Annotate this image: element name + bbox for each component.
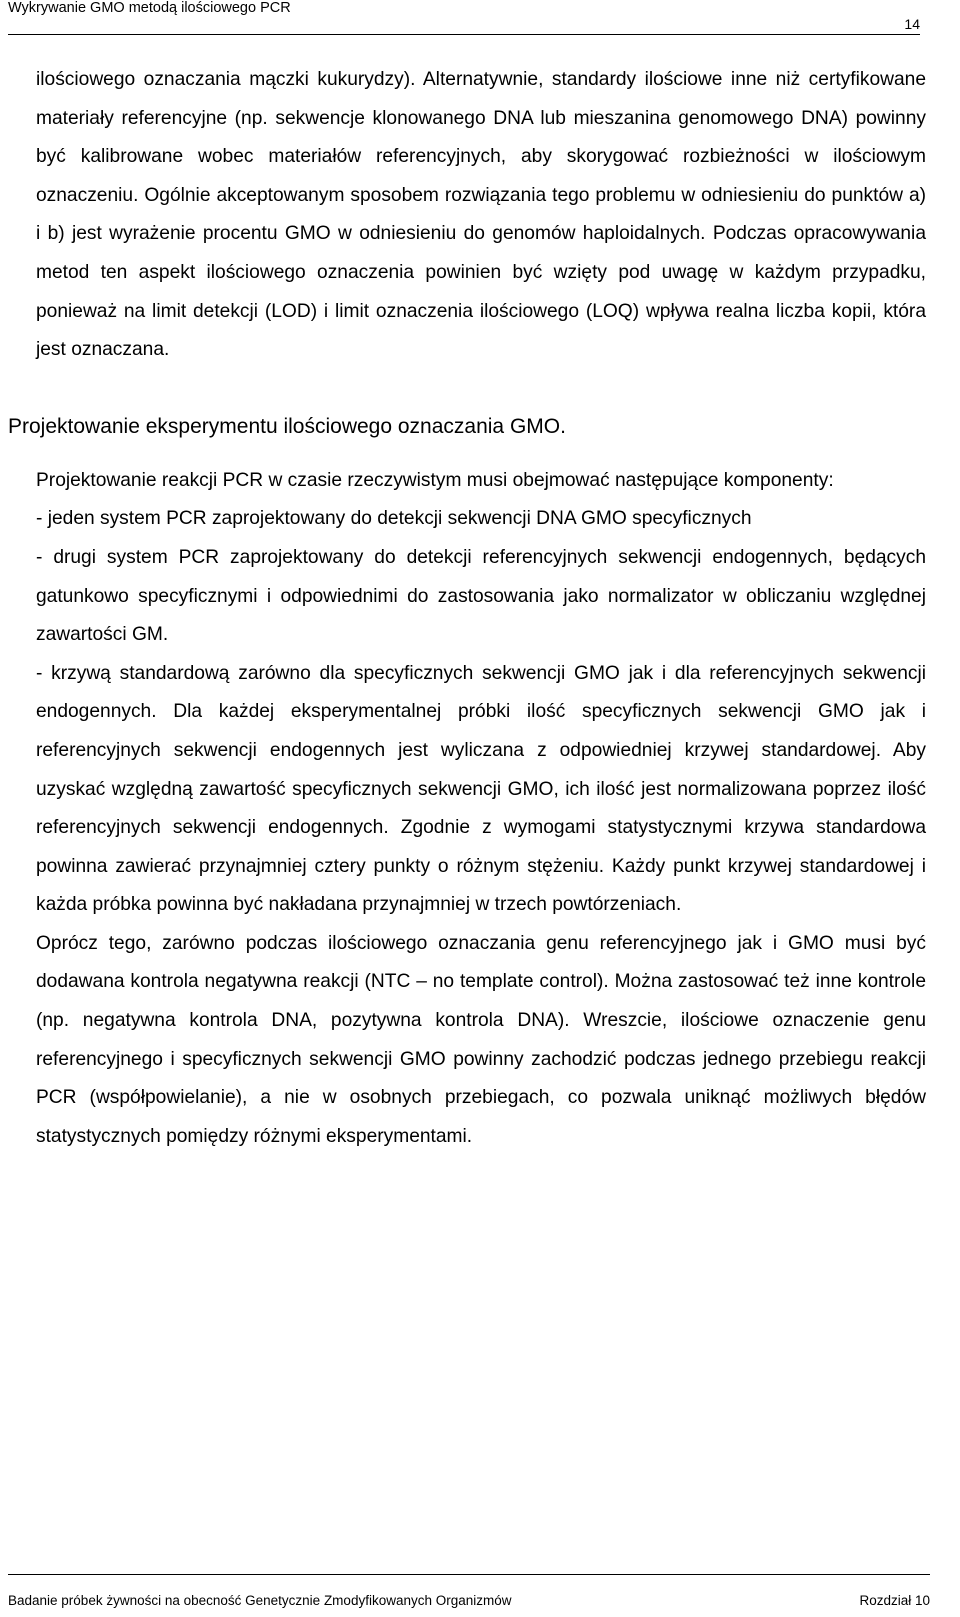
spacer: [36, 446, 926, 462]
footer-document-title: Badanie próbek żywności na obecność Genetycznie Zmodyfikowanych Organizmów: [8, 1593, 512, 1608]
spacer: [36, 370, 926, 408]
paragraph-components: Projektowanie reakcji PCR w czasie rzeczywistym musi obejmować następujące komponenty:: [36, 469, 834, 491]
section-heading: Projektowanie eksperymentu ilościowego oznaczania GMO.: [8, 414, 566, 438]
paragraph-controls: Oprócz tego, zarówno podczas ilościowego oznaczania genu referencyjnego jak i GMO musi być dodawana kontrola negatywna reakcji (NTC – no template control). Można zastosować też inne kontrole (np. negatywna kontrola DNA, pozytywna kontrola DNA). Wreszcie, ilościowe oznaczenie genu referencyjnego i specyficznych sekwencji GMO powinny zachodzić podczas jednego przebiegu reakcji PCR (współpowielanie), a nie w osobnych przebiegach, co pozwala uniknąć możliwych błędów statystycznych pomiędzy różnymi eksperymentami.: [36, 932, 926, 1147]
document-body: [8, 61, 926, 1156]
list-item-gmo-system: - jeden system PCR zaprojektowany do detekcji sekwencji DNA GMO specyficznych: [36, 508, 752, 530]
footer-chapter: Rozdział 10: [859, 1593, 930, 1608]
header-title: Wykrywanie GMO metodą ilościowego PCR: [8, 0, 291, 16]
page-number: 14: [904, 16, 920, 32]
page-header: [8, 0, 920, 35]
paragraph-intro: ilościowego oznaczania mączki kukurydzy). Alternatywnie, standardy ilościowe inne niż certyfikowane materiały referencyjne (np. sekwencje klonowanego DNA lub mieszanina genomowego DNA) powinny być kalibrowane wobec materiałów referencyjnych, aby skorygować rozbieżności w ilościowym oznaczeniu. Ogólnie akceptowanym sposobem rozwiązania tego problemu w odniesieniu do punktów a) i b) jest wyrażenie procentu GMO w odniesieniu do genomów haploidalnych. Podczas opracowywania metod ten aspekt ilościowego oznaczenia powinien być wzięty pod uwagę w każdym przypadku, ponieważ na limit detekcji (LOD) i limit oznaczenia ilościowego (LOQ) wpływa realna liczba kopii, która jest oznaczana.: [36, 69, 926, 361]
list-item-reference-system: - drugi system PCR zaprojektowany do detekcji referencyjnych sekwencji endogennych, będących gatunkowo specyficznymi i odpowiednimi do zastosowania jako normalizator w obliczaniu względnej zawartości GM.: [36, 546, 926, 646]
list-item-standard-curve: - krzywą standardową zarówno dla specyficznych sekwencji GMO jak i dla referencyjnych sekwencji endogennych. Dla każdej eksperymentalnej próbki ilość specyficznych sekwencji GMO jak i referencyjnych sekwencji endogennych jest wyliczana z odpowiedniej krzywej standardowej. Aby uzyskać względną zawartość specyficznych sekwencji GMO, ich ilość jest normalizowana poprzez ilość referencyjnych sekwencji endogennych. Zgodnie z wymogami statystycznymi krzywa standardowa powinna zawierać przynajmniej cztery punkty o różnym stężeniu. Każdy punkt krzywej standardowej i każda próbka powinna być nakładana przynajmniej w trzech powtórzeniach.: [36, 662, 926, 916]
page-footer: [8, 1574, 930, 1608]
